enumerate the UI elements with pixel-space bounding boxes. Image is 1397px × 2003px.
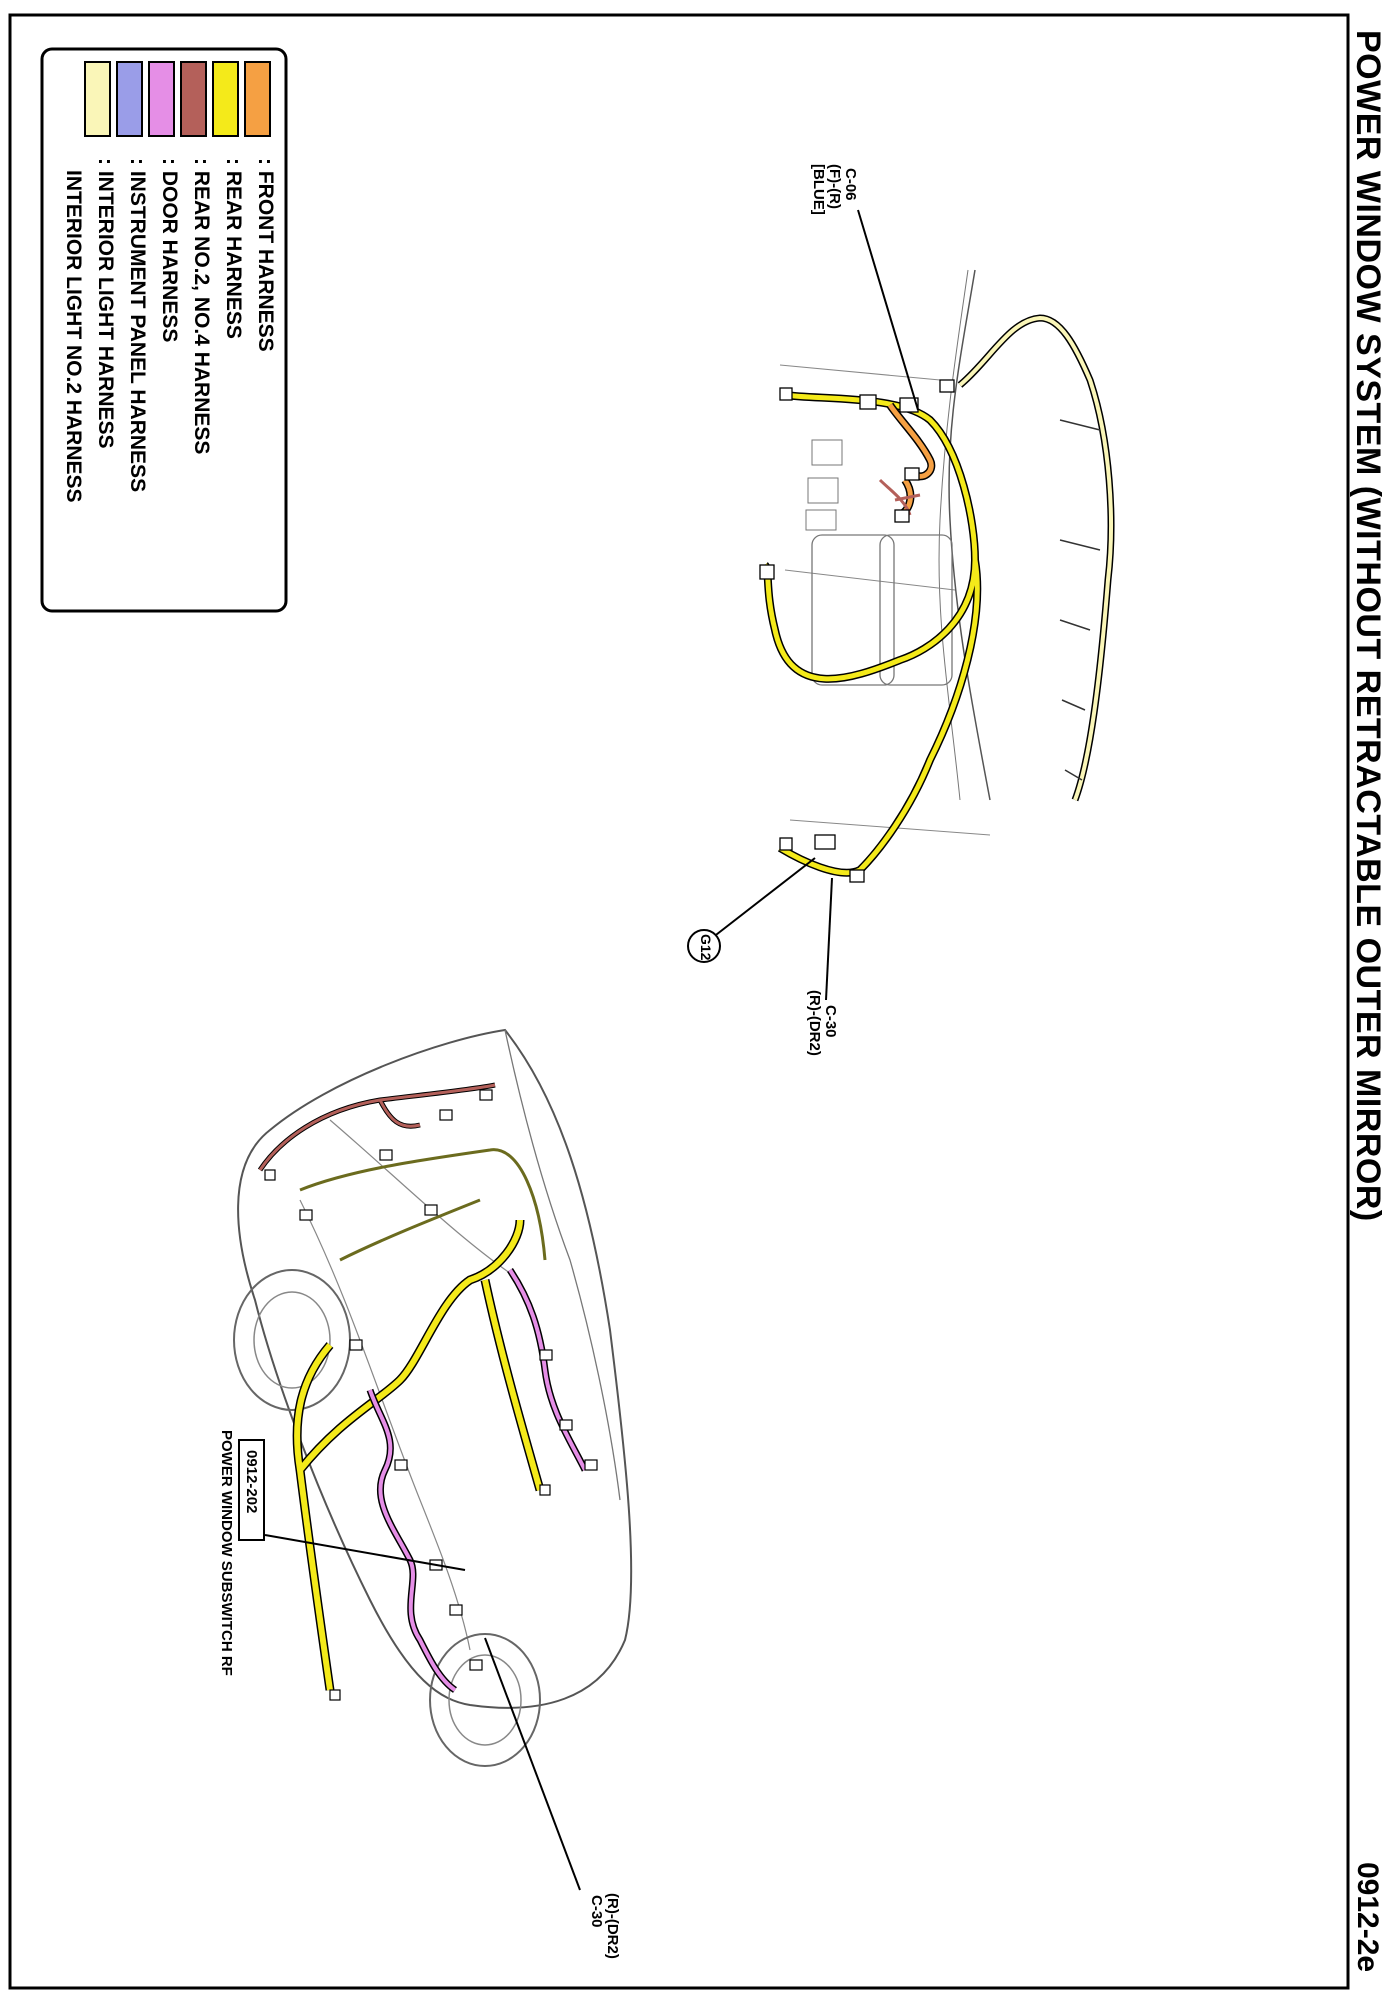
swatch-interior-light-harness bbox=[85, 62, 110, 136]
leader-c06 bbox=[858, 210, 918, 410]
door-harness-wire bbox=[370, 1270, 585, 1690]
swatch-door-harness bbox=[149, 62, 174, 136]
pedal-3 bbox=[806, 510, 836, 530]
g12-label: G12 bbox=[698, 934, 714, 961]
c30-top-label-line1: C-30 bbox=[822, 1005, 839, 1038]
c06-label-line2: (F)-(R) bbox=[826, 164, 843, 209]
leader-c30-top bbox=[826, 878, 832, 1000]
upper-harness-drawing bbox=[688, 210, 1111, 1000]
diagram-title: POWER WINDOW SYSTEM (WITHOUT RETRACTABLE OUTER MIRROR) bbox=[1349, 30, 1387, 1222]
legend-label-interior-light-harness: : INTERIOR LIGHT HARNESS bbox=[94, 158, 117, 449]
vehicle-drawing bbox=[234, 1030, 631, 1890]
rear-harness-wire bbox=[765, 395, 977, 873]
c30-top-label-line2: (R)-(DR2) bbox=[806, 990, 823, 1056]
legend-swatches bbox=[85, 62, 270, 136]
c30-bottom-label-line1: (R)-(DR2) bbox=[604, 1893, 621, 1959]
leader-0912-202 bbox=[265, 1535, 465, 1570]
car-roof-line bbox=[330, 1120, 520, 1280]
pedal-1 bbox=[812, 440, 842, 465]
c30-bottom-label-line2: C-30 bbox=[588, 1895, 605, 1928]
interior-light-harness-outline bbox=[960, 318, 1111, 800]
pedal-2 bbox=[808, 478, 838, 503]
legend-label-interior-light-no2-harness: INTERIOR LIGHT NO.2 HARNESS bbox=[62, 170, 85, 503]
component-name: POWER WINDOW SUBSWITCH RF bbox=[218, 1430, 235, 1676]
wheel-front-hub bbox=[449, 1655, 521, 1745]
wheel-rear bbox=[234, 1270, 350, 1410]
swatch-instrument-panel-harness bbox=[117, 62, 142, 136]
legend-label-rear-no2-no4-harness: : REAR NO.2, NO.4 HARNESS bbox=[190, 158, 213, 455]
body-outline-arc bbox=[949, 270, 990, 800]
component-code: 0912-202 bbox=[243, 1450, 260, 1514]
swatch-rear-no2-no4-harness bbox=[181, 62, 206, 136]
c06-label-line1: C-06 bbox=[842, 168, 859, 201]
swatch-front-harness bbox=[245, 62, 270, 136]
legend-label-instrument-panel-harness: : INSTRUMENT PANEL HARNESS bbox=[126, 158, 149, 493]
rear-no2-harness-wire bbox=[260, 1085, 495, 1170]
seat-left bbox=[812, 535, 894, 685]
c06-label-line3: [BLUE] bbox=[810, 164, 827, 215]
legend-label-door-harness: : DOOR HARNESS bbox=[158, 158, 181, 343]
swatch-rear-harness bbox=[213, 62, 238, 136]
rear-no2-harness-outline bbox=[260, 1085, 495, 1170]
legend-label-rear-harness: : REAR HARNESS bbox=[222, 158, 245, 339]
page-code: 0912-2e bbox=[1351, 1862, 1384, 1973]
wheel-front bbox=[430, 1634, 540, 1766]
door-harness-outline bbox=[370, 1270, 585, 1690]
legend-label-front-harness: : FRONT HARNESS bbox=[254, 158, 277, 352]
leader-g12 bbox=[712, 858, 815, 938]
